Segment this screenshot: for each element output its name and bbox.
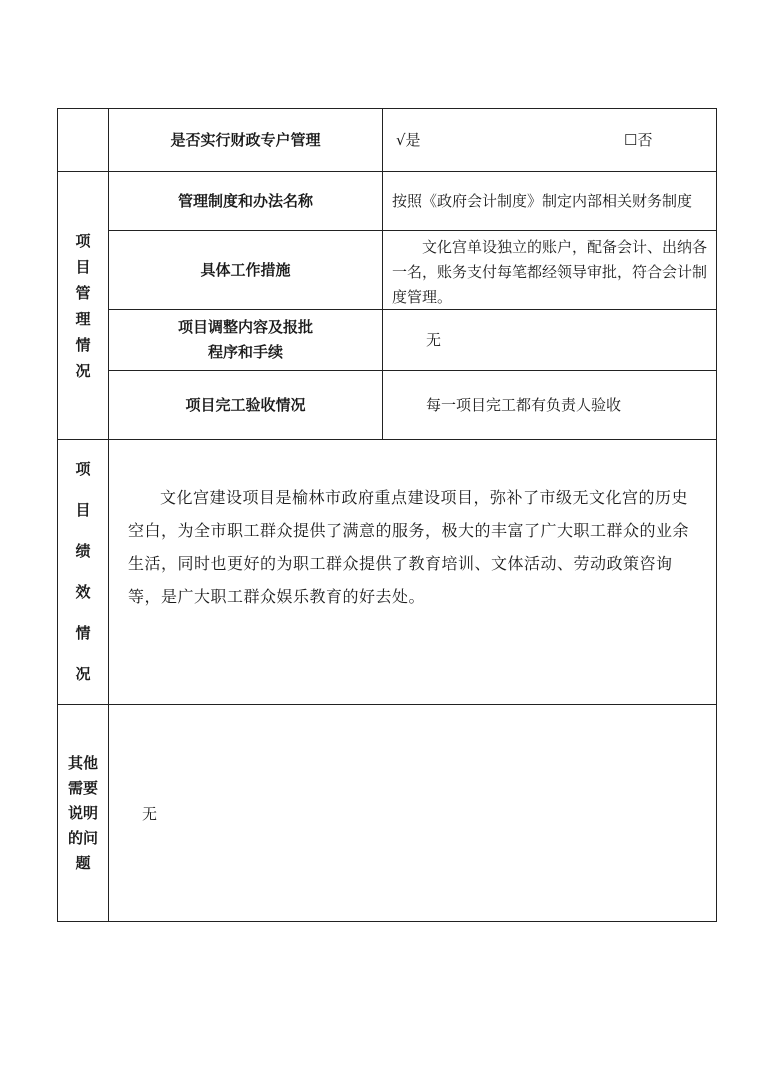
section-char: 管 — [75, 283, 91, 302]
section-char: 说明 — [67, 803, 98, 822]
section-char: 目 — [75, 501, 91, 519]
other-text: 无 — [142, 804, 158, 823]
section-char: 情 — [75, 624, 91, 642]
section-char: 绩 — [75, 542, 91, 560]
section-char: 项 — [75, 460, 91, 478]
section-char: 其他 — [67, 753, 98, 772]
col-divider — [382, 109, 383, 439]
project-table — [57, 108, 717, 922]
measures-value: 文化宫单设独立的账户，配备会计、出纳各一名，账务支付每笔都经领导审批，符合会计制度管理。 — [392, 238, 708, 306]
section-char: 理 — [75, 309, 91, 328]
rules-name-value: 按照《政府会计制度》制定内部相关财务制度 — [392, 191, 693, 210]
fiscal-account-no: ☐否 — [624, 130, 653, 149]
measures-label: 具体工作措施 — [200, 260, 291, 279]
rules-name-label: 管理制度和办法名称 — [177, 191, 313, 210]
section-char: 况 — [75, 665, 91, 683]
performance-text: 文化宫建设项目是榆林市政府重点建设项目，弥补了市级无文化宫的历史空白，为全市职工群众提供了满意的服务，极大的丰富了广大职工群众的业余生活，同时也更好的为职工群众提供了教育培训、文体活动、劳动政策咨询等，是广大职工群众娱乐教育的好去处。 — [128, 488, 690, 606]
section-char: 情 — [75, 335, 91, 354]
section-label-management — [58, 172, 108, 439]
fiscal-account-label: 是否实行财政专户管理 — [170, 130, 321, 149]
section-label-performance — [58, 440, 108, 704]
row-divider — [58, 439, 716, 440]
adjustment-label-line1: 项目调整内容及报批 — [177, 318, 313, 336]
section-char: 的问 — [67, 828, 98, 847]
section-char: 题 — [75, 853, 91, 872]
section-char: 需要 — [67, 778, 98, 797]
section-label-other — [58, 705, 108, 921]
adjustment-label-line2: 程序和手续 — [207, 343, 283, 361]
row-divider — [58, 704, 716, 705]
section-char: 目 — [75, 257, 91, 276]
acceptance-label: 项目完工验收情况 — [185, 395, 306, 414]
section-char: 项 — [75, 231, 91, 250]
fiscal-account-yes: √是 — [396, 130, 421, 149]
adjustment-label — [109, 310, 382, 370]
adjustment-value: 无 — [426, 330, 442, 349]
section-char: 况 — [75, 361, 91, 380]
acceptance-value: 每一项目完工都有负责人验收 — [426, 395, 622, 414]
section-char: 效 — [75, 583, 91, 601]
